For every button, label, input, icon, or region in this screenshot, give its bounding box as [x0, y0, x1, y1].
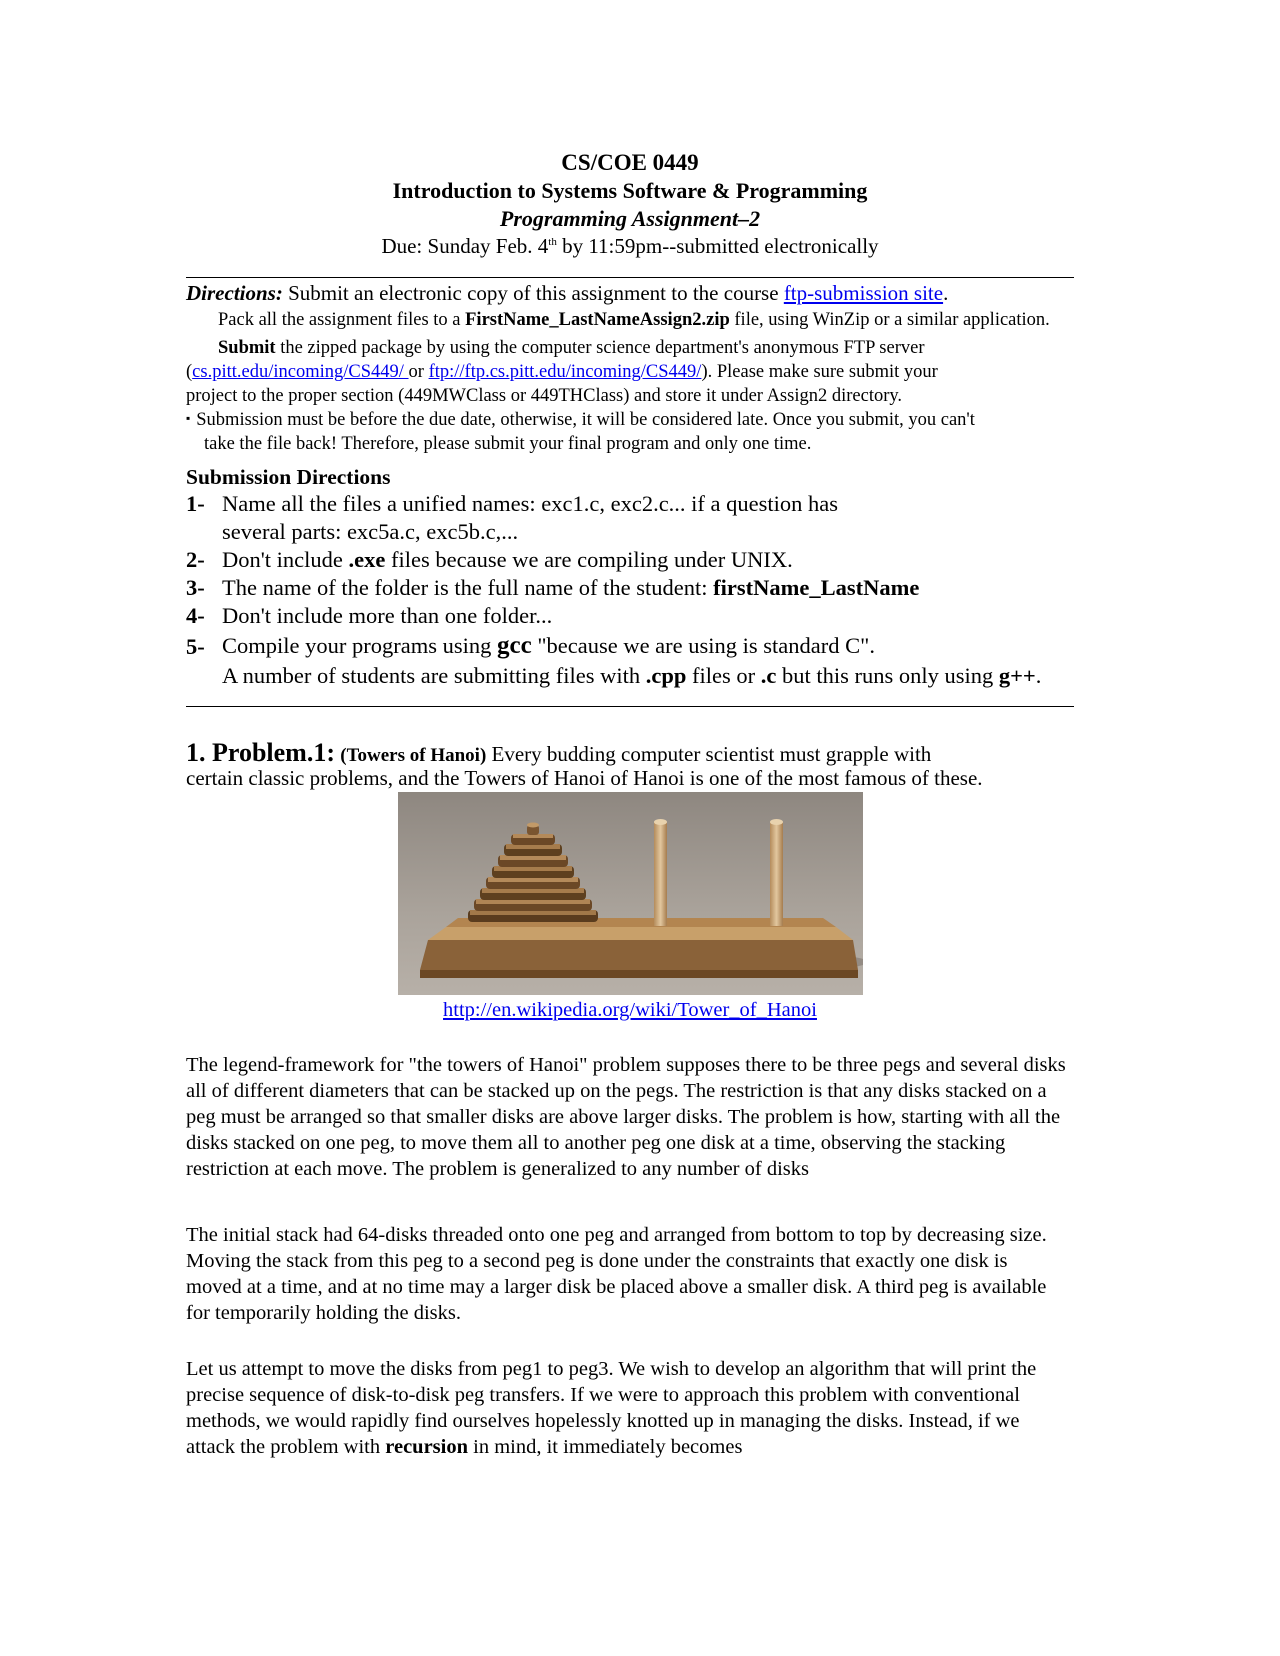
item-5-pre: Compile your programs using — [222, 633, 497, 658]
problem-subheading: (Towers of Hanoi) — [340, 745, 487, 766]
item-2-text — [222, 547, 793, 573]
towers-of-hanoi-image — [398, 792, 863, 995]
due-prefix: Due: Sunday Feb. 4 — [381, 234, 549, 258]
item-5-post: "because we are using is standard C". — [531, 633, 875, 658]
peg-3 — [770, 822, 783, 926]
item-2-num: 2- — [186, 547, 205, 572]
header-divider — [186, 277, 1074, 278]
problem-intro-line-2: certain classic problems, and the Towers of Hanoi of Hanoi is one of the most famous of these. — [186, 766, 983, 790]
item-3-pre: The name of the folder is the full name of the student: — [222, 575, 714, 600]
item-2-post: files because we are compiling under UNIX. — [385, 547, 793, 572]
project-section-line: project to the proper section (449MWClass or 449THClass) and store it under Assign2 directory. — [186, 386, 903, 406]
course-title: Introduction to Systems Software & Programming — [392, 178, 868, 203]
paragraph-3-pre: Let us attempt to move the disks from peg1 to peg3. We wish to develop an algorithm that will print the precise sequence of disk-to-disk peg transfers. If we were to approach this problem with conventional methods, we would rapidly find ourselves hopelessly knotted up in managing the disks. Instead, if we attack the problem with — [186, 1358, 1037, 1458]
item-5-line-2 — [222, 663, 1041, 689]
paragraph-3-bold: recursion — [385, 1436, 469, 1458]
item-2-bold: .exe — [348, 547, 386, 572]
course-code: CS/COE 0449 — [561, 150, 699, 175]
item-3-text — [222, 575, 919, 601]
item-5-l2-mid2: but this runs only using — [776, 663, 999, 688]
directions-label: Directions: — [186, 281, 283, 305]
ftp-links-post: ). Please make sure submit your — [701, 362, 938, 382]
paren-open: ( — [186, 362, 193, 382]
item-1-line-2: several parts: exc5a.c, exc5b.c,... — [222, 519, 519, 544]
submit-text: the zipped package by using the computer science department's anonymous FTP server — [275, 338, 925, 358]
ftp-links-line — [186, 362, 938, 383]
item-1-line-1: Name all the files a unified names: exc1.c, exc2.c... if a question has — [222, 491, 839, 516]
problem-intro-1: Every budding computer scientist must grapple with — [486, 742, 932, 766]
item-2-pre: Don't include — [222, 547, 349, 572]
due-date — [0, 234, 1260, 259]
submit-bold: Submit — [218, 338, 276, 358]
item-5-l2-cpp: .cpp — [645, 663, 687, 688]
item-3-bold: firstName_LastName — [713, 575, 920, 600]
bullet-icon: ▪ — [186, 411, 191, 425]
item-4-num: 4- — [186, 603, 205, 628]
directions-text: Submit an electronic copy of this assignment to the course — [282, 281, 784, 305]
item-5-num: 5- — [186, 634, 205, 659]
paragraph-3-post: in mind, it immediately becomes — [468, 1436, 743, 1458]
problem-intro-line-1 — [186, 738, 931, 768]
wikipedia-link[interactable]: http://en.wikipedia.org/wiki/Tower_of_Hanoi — [443, 999, 817, 1021]
item-5-l2-gpp: g++ — [998, 663, 1036, 688]
paragraph-3 — [186, 1356, 1066, 1460]
ftp-submission-link[interactable]: ftp-submission site — [783, 281, 944, 305]
submission-divider — [186, 706, 1074, 707]
directions-line — [186, 281, 948, 306]
ftp-link-2[interactable]: ftp://ftp.cs.pitt.edu/incoming/CS449/ — [428, 362, 702, 382]
directions-end: . — [943, 281, 949, 305]
due-suffix: by 11:59pm--submitted electronically — [556, 234, 879, 258]
paragraph-2: The initial stack had 64-disks threaded onto one peg and arranged from bottom to top by decreasing size. Moving the stack from this peg to a second peg is done under the constraints that exactly one disk is moved at a time, and at no time may a larger disk be placed above a smaller disk. A third peg is available for temporarily holding the disks. — [186, 1224, 1047, 1324]
pack-pre: Pack all the assignment files to a — [218, 310, 466, 330]
bullet-line-2: take the file back! Therefore, please submit your final program and only one time. — [204, 434, 812, 454]
pack-post: file, using WinZip or a similar application. — [729, 310, 1050, 330]
item-5-l2-mid: files or — [686, 663, 761, 688]
item-1-num: 1- — [186, 491, 205, 516]
submission-heading: Submission Directions — [186, 465, 391, 489]
assignment-title: Programming Assignment–2 — [499, 206, 761, 231]
item-5-line-1 — [222, 632, 875, 660]
item-5-gcc: gcc — [496, 632, 532, 659]
item-4-text: Don't include more than one folder... — [222, 603, 553, 628]
ftp-link-1[interactable]: cs.pitt.edu/incoming/CS449/ — [192, 362, 409, 382]
pack-line — [218, 310, 1050, 331]
problem-heading: 1. Problem.1: — [186, 738, 335, 767]
item-5-l2-pre: A number of students are submitting files with — [222, 663, 646, 688]
due-sup: th — [548, 236, 557, 248]
pack-file: FirstName_LastNameAssign2.zip — [465, 310, 730, 330]
paragraph-1: The legend-framework for "the towers of Hanoi" problem supposes there to be three pegs and several disks all of different diameters that can be stacked up on the pegs. The restriction is that any disks stacked on a peg must be arranged so that smaller disks are above larger disks. The problem is how, starting with all the disks stacked on one peg, to move them all to another peg one disk at a time, observing the stacking restriction at each move. The problem is generalized to any number of disks — [186, 1054, 1066, 1180]
peg-2 — [654, 822, 667, 926]
or-text: or — [408, 362, 429, 382]
item-5-l2-c: .c — [760, 663, 777, 688]
bullet-text-1: Submission must be before the due date, otherwise, it will be considered late. Once you submit, you can't — [196, 410, 975, 430]
submit-line — [218, 338, 925, 359]
bullet-line-1 — [186, 410, 975, 431]
item-5-l2-end: . — [1035, 663, 1042, 688]
item-3-num: 3- — [186, 575, 205, 600]
